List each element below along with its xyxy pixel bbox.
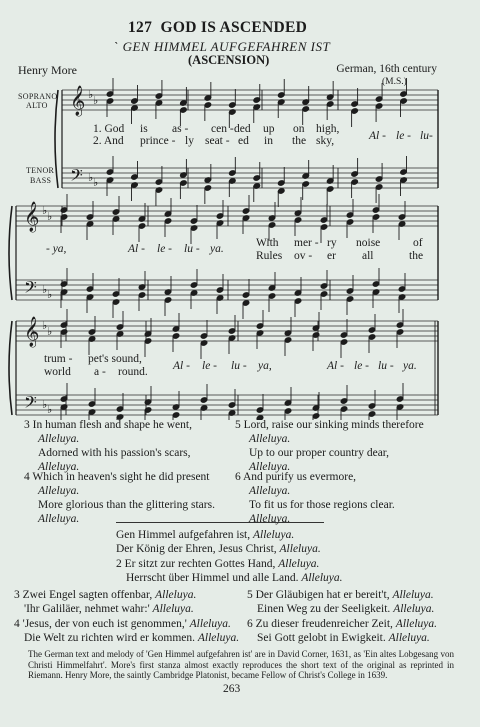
footnote: The German text and melody of 'Gen Himmel aufgefahren ist' are in David Corner, 1631, as 'Ein altes Lobgesang von Christi Himmelfahrt'. More's first stanza almost exactly reproduces the short text of the original as reprinted in Riemann. Henry More, the saintly Cambridge Platonist, became Fellow of Christ's College in 1639. (28, 649, 454, 680)
lyric: le - (354, 360, 370, 372)
lyric: world (44, 366, 71, 378)
lyric: round. (118, 366, 148, 378)
lyric: - ya, (46, 243, 67, 255)
lyric: lu - (184, 243, 200, 255)
lyric: cen - (211, 123, 234, 135)
lyric: er (327, 250, 336, 262)
lyric: lu - (231, 360, 247, 372)
lyric: seat - (205, 135, 230, 147)
svg-text:♭: ♭ (47, 404, 53, 416)
source-note: (M.S.) (382, 77, 407, 87)
lyric: Al - (327, 360, 344, 372)
german-stanza-3: 3 Zwei Engel sagten offenbar, Alleluya. 'Ihr Galiläer, nehmet wahr:' Alleluya. (14, 589, 197, 615)
lyric: 2. And (93, 135, 124, 147)
svg-text:♭: ♭ (93, 177, 99, 189)
stanza-3: 3 In human flesh and shape he went, Alleluya. Adorned with his passion's scars, Alleluya. (24, 419, 192, 473)
lyric: lu - (378, 360, 394, 372)
label-alto: ALTO (26, 101, 48, 110)
lyric: on (293, 123, 305, 135)
lyric: ya. (210, 243, 224, 255)
stanza-4: 4 Which in heaven's sight he did present Alleluya. More glorious than the glittering stars. Alleluya. (24, 471, 215, 525)
german-stanza-6: 6 Zu dieser freudenreicher Zeit, Alleluya. Sei Gott gelobt in Ewigkeit. Alleluya. (247, 618, 437, 644)
svg-text:♭: ♭ (88, 89, 94, 101)
lyric: le - (396, 130, 412, 142)
label-tenor: TENOR (26, 166, 55, 175)
hymn-number: 127 (128, 19, 153, 36)
lyric: of (413, 237, 423, 249)
svg-text:𝄞: 𝄞 (70, 86, 86, 116)
lyric: is (140, 123, 148, 135)
tune-note: (ASCENSION) (188, 53, 270, 67)
german-stanza-4: 4 'Jesus, der von euch ist genommen,' Alleluya. Die Welt zu richten wird er kommen. Alleluya. (14, 618, 240, 644)
lyric: lu- (420, 130, 433, 142)
stanza-6: 6 And purify us evermore, Alleluya. To fit us for those regions clear. Alleluya. (235, 471, 395, 525)
svg-text:𝄢: 𝄢 (24, 277, 37, 301)
hymn-subtitle: ˋ GEN HIMMEL AUFGEFAHREN IST (114, 39, 331, 54)
page-number: 263 (223, 683, 241, 695)
svg-text:𝄞: 𝄞 (24, 202, 40, 232)
divider (116, 522, 324, 523)
lyric: With (256, 237, 279, 249)
label-soprano: SOPRANO (18, 92, 58, 101)
lyric: the (409, 250, 424, 262)
lyric: ly (185, 135, 194, 147)
svg-text:𝄢: 𝄢 (70, 165, 83, 189)
svg-text:♭: ♭ (42, 284, 48, 296)
lyric: 1. God (93, 123, 125, 135)
lyric: a - (94, 366, 106, 378)
label-bass: BASS (30, 176, 52, 185)
svg-text:♭: ♭ (47, 289, 53, 301)
lyric: the (292, 135, 307, 147)
lyric: ov - (294, 250, 313, 262)
lyric: Al - (369, 130, 386, 142)
svg-text:♭: ♭ (42, 399, 48, 411)
lyric: sky, (316, 135, 335, 147)
svg-text:♭: ♭ (47, 211, 53, 223)
german-stanza-5: 5 Der Gläubigen hat er bereit't, Alleluya. Einen Weg zu der Seeligkeit. Alleluya. (247, 589, 435, 615)
svg-text:♭: ♭ (42, 320, 48, 332)
author: Henry More (18, 63, 77, 77)
lyric: ed (238, 135, 249, 147)
lyric: noise (356, 237, 381, 249)
lyric: all (362, 250, 374, 262)
svg-text:♭: ♭ (47, 326, 53, 338)
lyric: Rules (256, 250, 283, 262)
lyric: Al - (173, 360, 190, 372)
german-stanza-2: 2 Er sitzt zur rechten Gottes Hand, Alleluya. Herrscht über Himmel und alle Land. Alleluya. (116, 558, 343, 584)
lyric: trum - (44, 353, 73, 365)
source: German, 16th century (336, 63, 437, 75)
svg-text:𝄞: 𝄞 (24, 317, 40, 347)
svg-text:♭: ♭ (42, 205, 48, 217)
lyric: pet's sound, (88, 353, 142, 365)
svg-text:♭: ♭ (88, 172, 94, 184)
german-stanza-1: Gen Himmel aufgefahren ist, Alleluya. Der König der Ehren, Jesus Christ, Alleluya. (116, 529, 321, 555)
lyric: ya. (403, 360, 417, 372)
lyric: ry (327, 237, 337, 249)
lyric: up (263, 123, 275, 135)
lyric: ded (234, 123, 251, 135)
lyric: as - (172, 123, 189, 135)
svg-text:♭: ♭ (93, 95, 99, 107)
lyric: le - (157, 243, 173, 255)
lyric: prince - (140, 135, 176, 147)
lyric: ya, (258, 360, 272, 372)
lyric: high, (316, 123, 340, 135)
lyric: mer - (294, 237, 319, 249)
stanza-5: 5 Lord, raise our sinking minds therefore Alleluya. Up to our proper country dear, Alleluya. (235, 419, 424, 473)
hymn-title-text: GOD IS ASCENDED (160, 19, 308, 36)
lyric: le - (202, 360, 218, 372)
lyric: Al - (128, 243, 145, 255)
svg-text:𝄢: 𝄢 (24, 392, 37, 416)
hymn-subtitle-text: GEN HIMMEL AUFGEFAHREN IST (122, 39, 331, 54)
lyric: in (264, 135, 273, 147)
